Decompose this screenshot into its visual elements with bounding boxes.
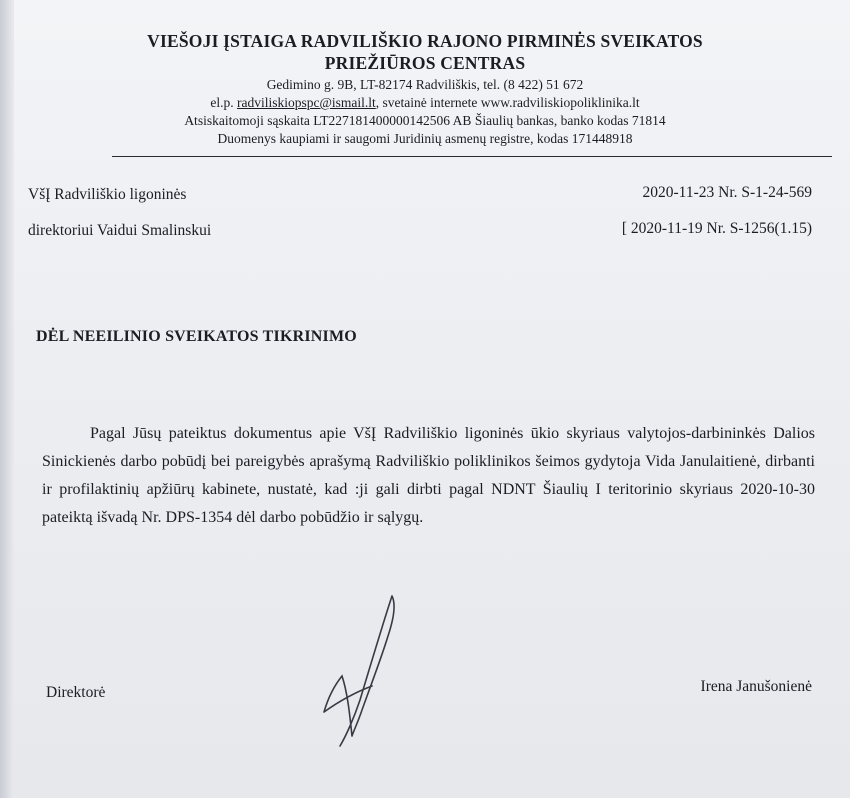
signatory-title: Direktorė: [46, 684, 106, 701]
recipient-line2: direktoriui Vaidui Smalinskui: [28, 222, 212, 239]
letterhead-registry: Duomenys kaupiami ir saugomi Juridinių asmenų registre, kodas 171448918: [217, 131, 633, 146]
website-text: , svetainė internete www.radviliskiopoliklinika.lt: [375, 95, 640, 110]
handwritten-signature: [312, 590, 422, 750]
incoming-reference: [ 2020-11-19 Nr. S-1256(1.15): [621, 220, 812, 237]
recipient-line1: VšĮ Radviliškio ligoninės: [28, 186, 187, 203]
letterhead: [0, 30, 850, 148]
letter-body: [42, 420, 815, 532]
letterhead-title-line1: VIEŠOJI ĮSTAIGA RADVILIŠKIO RAJONO PIRMINĖS SVEIKATOS: [147, 31, 703, 51]
document-reference: 2020-11-23 Nr. S-1-24-569: [642, 184, 812, 201]
body-paragraph: Pagal Jūsų pateiktus dokumentus apie VšĮ Radviliškio ligoninės ūkio skyriaus valytojos-darbininkės Dalios Sinickienės darbo pobūdį bei pareigybės aprašymą Radviliškio poliklinikos šeimos gydytoja Vida Janulaitienė, dirbanti ir profilaktinių apžiūrų kabinete, nustatė, kad :ji gali dirbti pagal NDNT Šiaulių I teritorinio skyriaus 2020-10-30 pateiktą išvadą Nr. DPS-1354 dėl darbo pobūdžio ir sąlygų.: [42, 425, 815, 526]
letterhead-account: Atsiskaitomoji sąskaita LT227181400000142506 AB Šiaulių bankas, banko kodas 71814: [184, 113, 666, 128]
letterhead-divider: [112, 156, 832, 157]
letterhead-contacts: [0, 94, 850, 112]
letter-subject: DĖL NEEILINIO SVEIKATOS TIKRINIMO: [36, 328, 357, 345]
email-prefix: el.p.: [210, 95, 237, 110]
letterhead-title-line2: PRIEŽIŪROS CENTRAS: [324, 53, 526, 73]
signatory-name: Irena Janušonienė: [700, 678, 812, 695]
letterhead-address: Gedimino g. 9B, LT-82174 Radviliškis, tel. (8 422) 51 672: [266, 77, 584, 92]
email-link[interactable]: radviliskiopspc@ismail.lt: [237, 95, 376, 110]
